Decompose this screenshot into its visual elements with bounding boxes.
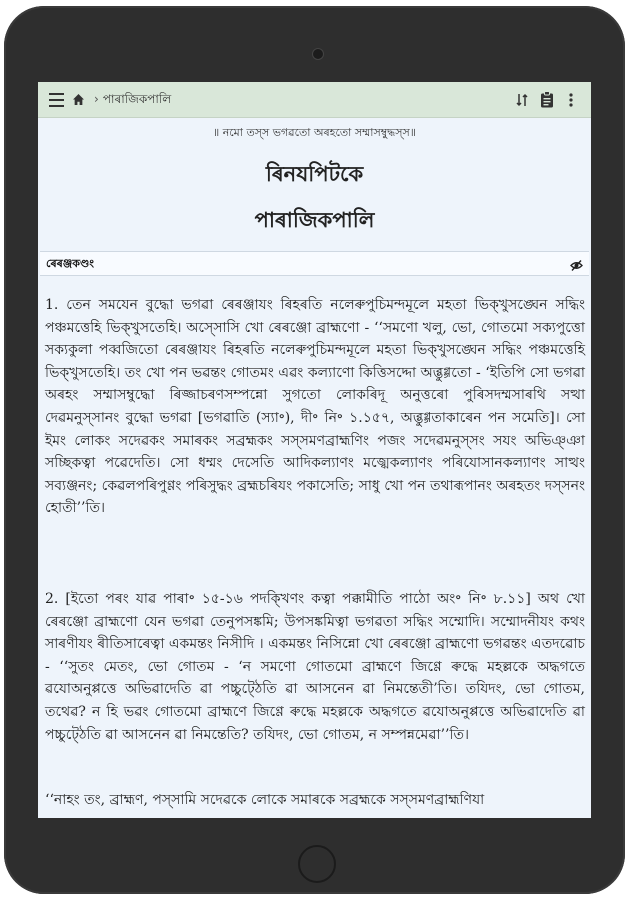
home-hardware-button[interactable] xyxy=(298,845,336,883)
book-title: ৰিনযপিটকে xyxy=(265,161,364,186)
section-title: ৰেৰঞ্জকণ্ডং xyxy=(46,257,95,270)
reader-content xyxy=(38,118,591,818)
section-header[interactable] xyxy=(40,251,589,276)
breadcrumb-label: পাৰাজিকপালি xyxy=(102,92,172,106)
hamburger-menu-icon[interactable] xyxy=(46,82,66,117)
sort-icon[interactable] xyxy=(514,82,530,117)
breadcrumb[interactable] xyxy=(94,82,171,117)
app-screen xyxy=(38,82,591,818)
chapter-title: পাৰাজিকপালি xyxy=(254,207,375,232)
paragraph: ‘‘নাহং তং, ব্ৰাহ্মণ, পস্সামি সদেৱকে লোকে সমাৰকে সব্ৰহ্মকে সস্সমণব্ৰাহ্মণিযা xyxy=(45,792,485,808)
top-toolbar xyxy=(38,82,591,118)
invocation-line: ॥ নমো তস্স ভগৱতো অৰহতো সম্মাসম্বুদ্ধস্স॥ xyxy=(212,126,417,139)
more-vert-icon[interactable] xyxy=(566,82,576,117)
eye-off-icon[interactable] xyxy=(570,257,583,270)
front-camera xyxy=(313,49,323,59)
home-icon[interactable] xyxy=(71,82,85,117)
clipboard-icon[interactable] xyxy=(538,82,556,117)
paragraph: 2. [ইতো পৰং যাৱ পাৰা॰ ১৫-১৬ পদক্খিণং কত্বা পক্কামীতি পাঠো অং॰ নি॰ ৮.১১] অথ খো ৰেৰঞ্জো ব্ৰাহ্মণো যেন ভগৱা তেনুপসঙ্কমি; উপসঙ্কমিত্বা ভগৱতা সদ্ধিং সম্মোদি। সম্মোদনীযং কথং সাৰণীযং ৰীতিসাৰেত্বা একমন্তং নিসীদি । একমন্তং নিসিন্নো খো ৰেৰঞ্জো ব্ৰাহ্মণো ভগৱন্তং এতদৱোচ - ‘‘সুতং মেতং, ভো গোতম - ‘ন সমণো গোতমো ব্ৰাহ্মণে জিণ্ণে ৰুদ্ধে মহল্লকে অদ্ধগতে ৱযোঅনুপ্পত্তে অভিৱাদেতি ৱা পচ্চুট্ঠেতি ৱা আসনেন ৱা নিমন্তেতী’তি। তযিদং, ভো গোতম, তথেৱ? ন হি ভৱং গোতমো ব্ৰাহ্মণে জিণ্ণে ৰুদ্ধে মহল্লকে অদ্ধগতে ৱযোঅনুপ্পত্তে অভিৱাদেতি ৱা পচ্চুট্ঠেতি ৱা আসনেন ৱা নিমন্তেতি? তযিদং, ভো গোতম, ন সম্পন্নমেৱা’’তি। xyxy=(45,591,585,743)
breadcrumb-separator: › xyxy=(94,92,99,106)
paragraph: 1. তেন সমযেন বুদ্ধো ভগৱা ৰেৰঞ্জাযং ৰিহৰতি নলেৰুপুচিমন্দমূলে মহতা ভিক্খুসঙ্ঘেন সদ্ধিং পঞ্চমত্তেহি ভিক্খুসতেহি। অস্সোসি খো ৰেৰঞ্জো ব্ৰাহ্মণো - ‘‘সমণো খলু, ভো, গোতমো সক্যপুত্তো সক্যকুলা পব্বজিতো ৰেৰঞ্জাযং ৰিহৰতি নলেৰুপুচিমন্দমূলে মহতা ভিক্খুসঙ্ঘেন সদ্ধিং পঞ্চমত্তেহি ভিক্খুসতেহি। তং খো পন ভৱন্তং গোতমং এৱং কল্যাণো কিত্তিসদ্দো অব্ভুগ্গতো - ‘ইতিপি সো ভগৱা অৰহং সম্মাসম্বুদ্ধো ৰিজ্জাচৰণসম্পন্নো সুগতো লোকৰিদূ অনুত্তৰো পুৰিসদম্মসাৰথি সত্থা দেৱমনুস্সানং বুদ্ধো ভগৱা [ভগৱাতি (স্যা॰), দী॰ নি॰ ১.১৫৭, অব্ভুগ্গতাকাৰেন পন সমেতি]। সো ইমং লোকং সদেৱকং সমাৰকং সব্ৰহ্মকং সস্সমণব্ৰাহ্মণিং পজং সদেৱমনুস্সং সযং অভিঞ্ঞা সচ্ছিকত্বা পৱেদেতি। সো ধম্মং দেসেতি আদিকল্যাণং মজ্ঝেকল্যাণং পৰিযোসানকল্যাণং সাত্থং সব্যঞ্জনং; কেৱলপৰিপুণ্ণং পৰিসুদ্ধং ব্ৰহ্মচৰিযং পকাসেতি; সাধু খো পন তথাৰূপানং অৰহতং দস্সনং হোতী’’তি। xyxy=(45,297,585,517)
